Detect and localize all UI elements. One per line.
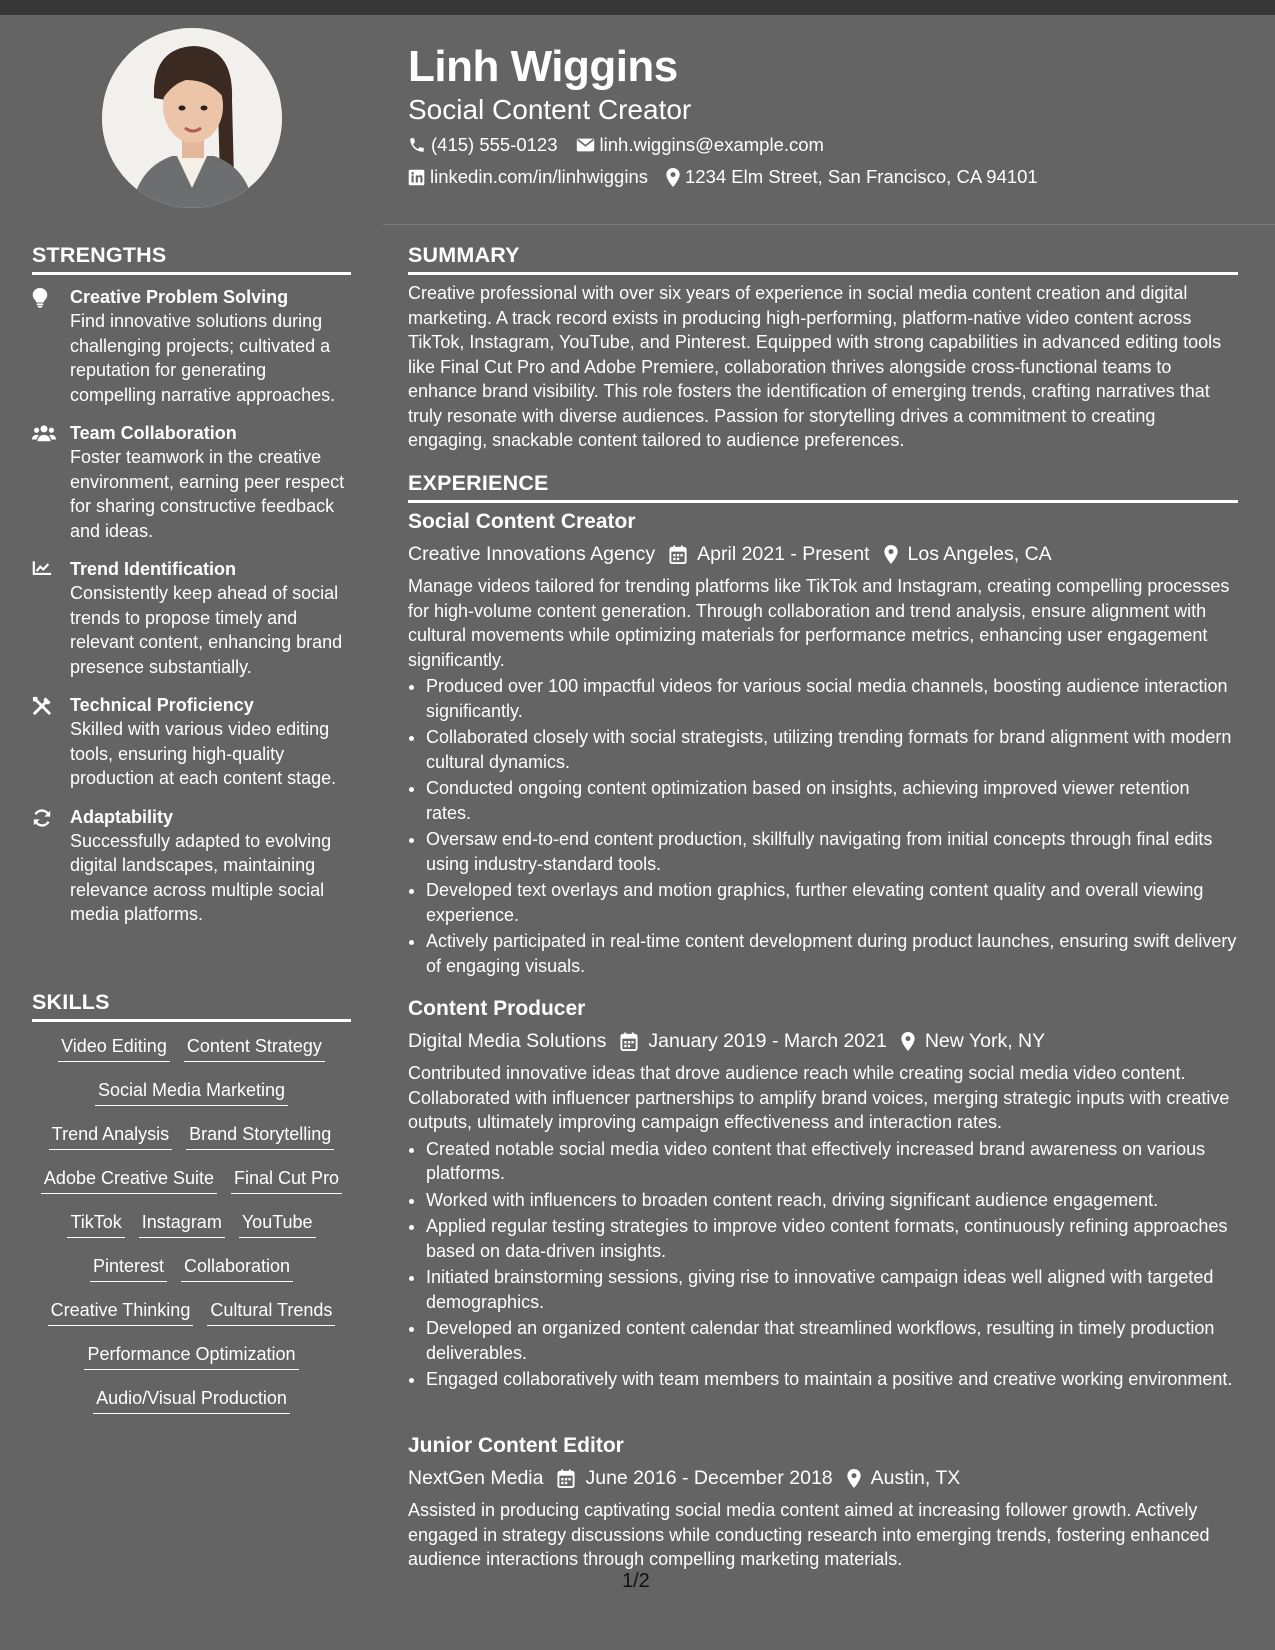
bullet-item: • Produced over 100 impactful videos for various social media channels, boosting audience interaction significantly.	[426, 674, 1238, 723]
map-pin-icon	[901, 1032, 915, 1051]
contact-row-1	[408, 134, 842, 156]
job-location: Los Angeles, CA	[907, 543, 1052, 565]
job-bullets	[408, 1137, 1238, 1392]
skill-row	[32, 1079, 351, 1106]
strengths-list	[32, 285, 351, 941]
refresh-icon	[32, 808, 52, 828]
skill-row	[32, 1123, 351, 1150]
strength-title: Team Collaboration	[70, 423, 237, 443]
strength-title: Adaptability	[70, 806, 174, 827]
chart-line-icon	[32, 560, 52, 577]
bullet-item: • Created notable social media video content that effectively increased brand awareness on various platforms.	[426, 1137, 1238, 1186]
strength-item	[32, 693, 351, 791]
job-meta	[408, 540, 1238, 568]
bullet-item: • Developed text overlays and motion graphics, further elevating content quality and overall viewing experience.	[426, 878, 1238, 927]
strength-item	[32, 557, 351, 679]
bullet-item: • Developed an organized content calendar that streamlined workflows, resulting in timely production deliverables.	[426, 1316, 1238, 1365]
skill-row	[32, 1167, 351, 1194]
skill-row	[32, 1343, 351, 1370]
skill-row	[32, 1299, 351, 1326]
candidate-title: Social Content Creator	[408, 94, 692, 125]
skill-tag: Trend Analysis	[49, 1123, 172, 1150]
job-company: Creative Innovations Agency	[408, 543, 656, 565]
strength-title: Trend Identification	[70, 559, 237, 579]
candidate-name: Linh Wiggins	[408, 42, 678, 91]
job-meta	[408, 1464, 1238, 1492]
tools-icon	[32, 696, 52, 716]
calendar-icon	[620, 1032, 638, 1051]
email-text: linh.wiggins@example.com	[599, 134, 824, 155]
phone-icon	[408, 136, 426, 154]
skill-row	[32, 1035, 351, 1062]
bullet-item: • Worked with influencers to broaden content reach, driving significant audience engagement.	[426, 1188, 1238, 1213]
skill-row	[32, 1211, 351, 1238]
skill-tag: Adobe Creative Suite	[41, 1167, 217, 1194]
bullet-item: • Actively participated in real-time content development during product launches, ensuring swift delivery of engaging visuals.	[426, 929, 1238, 978]
strength-item	[32, 805, 351, 927]
skill-tag: Instagram	[139, 1211, 225, 1238]
bullet-item: • Initiated brainstorming sessions, giving rise to innovative campaign ideas well aligned with targeted demographics.	[426, 1265, 1238, 1314]
skill-tag: Audio/Visual Production	[93, 1387, 290, 1414]
job-entry	[408, 508, 1238, 980]
skill-tag: Collaboration	[181, 1255, 293, 1282]
strength-item	[32, 285, 351, 407]
top-bar	[0, 0, 1275, 15]
strength-desc: Find innovative solutions during challenging projects; cultivated a reputation for generating compelling narrative approaches.	[70, 311, 336, 405]
job-dates: January 2019 - March 2021	[648, 1030, 887, 1052]
job-dates: April 2021 - Present	[697, 543, 870, 565]
skill-tag: Social Media Marketing	[95, 1079, 288, 1106]
contact-row-2	[408, 166, 1056, 188]
experience-heading: EXPERIENCE	[408, 471, 1238, 503]
strength-desc: Foster teamwork in the creative environment, earning peer respect for sharing constructive feedback and ideas.	[70, 447, 345, 541]
strength-desc: Successfully adapted to evolving digital landscapes, maintaining relevance across multiple social media platforms.	[70, 830, 332, 924]
job-dates: June 2016 - December 2018	[585, 1467, 833, 1489]
page-number: 1/2	[622, 1570, 650, 1592]
strength-desc: Consistently keep ahead of social trends to propose timely and relevant content, enhancing brand presence substantially.	[70, 583, 343, 677]
skill-tag: Creative Thinking	[48, 1299, 194, 1326]
job-bullets	[408, 674, 1238, 978]
strength-title: Creative Problem Solving	[70, 287, 289, 307]
job-title: Social Content Creator	[408, 510, 636, 533]
job-entry	[408, 1432, 1238, 1572]
job-location: Austin, TX	[870, 1467, 961, 1489]
bullet-item: • Conducted ongoing content optimization based on insights, achieving improved viewer retention rates.	[426, 776, 1238, 825]
job-meta	[408, 1027, 1238, 1055]
strength-desc: Skilled with various video editing tools, ensuring high-quality production at each content stage.	[70, 719, 337, 788]
skill-row	[32, 1255, 351, 1282]
strength-item	[32, 421, 351, 543]
strengths-heading: STRENGTHS	[32, 243, 351, 275]
job-location: New York, NY	[924, 1030, 1046, 1052]
job-title: Content Producer	[408, 997, 586, 1020]
bullet-item: • Collaborated closely with social strategists, utilizing trending formats for brand alignment with modern cultural dynamics.	[426, 725, 1238, 774]
job-entry	[408, 995, 1238, 1394]
map-pin-icon	[666, 168, 680, 187]
address-text: 1234 Elm Street, San Francisco, CA 94101	[685, 166, 1038, 187]
linkedin-text: linkedin.com/in/linhwiggins	[430, 166, 648, 187]
skill-tag: Performance Optimization	[84, 1343, 298, 1370]
job-title: Junior Content Editor	[408, 1434, 624, 1457]
linkedin-icon	[408, 169, 425, 186]
email-contact[interactable]	[576, 134, 824, 156]
skill-row	[32, 1387, 351, 1414]
profile-photo	[102, 28, 282, 208]
skill-tag: Brand Storytelling	[186, 1123, 334, 1150]
phone-text: (415) 555-0123	[431, 134, 558, 155]
calendar-icon	[669, 545, 687, 564]
job-description: Manage videos tailored for trending platforms like TikTok and Instagram, creating compelling processes for high-volume content generation. Through collaboration and trend analysis, ensure alignment with cultural movements while optimizing materials for performance metrics, enhancing user engagement significantly.	[408, 576, 1230, 670]
skill-tag: Content Strategy	[184, 1035, 325, 1062]
skill-tag: Pinterest	[90, 1255, 167, 1282]
map-pin-icon	[884, 545, 898, 564]
skills-heading: SKILLS	[32, 990, 351, 1022]
job-description: Assisted in producing captivating social media content aimed at increasing follower growth. Actively engaged in strategy discussions while conducting research into emerging trends, fostering enhanced audience interactions through compelling marketing materials.	[408, 1500, 1210, 1569]
lightbulb-icon	[32, 288, 48, 308]
skill-tag: Video Editing	[58, 1035, 170, 1062]
bullet-item: • Engaged collaboratively with team members to maintain a positive and creative working environment.	[426, 1367, 1238, 1392]
linkedin-contact[interactable]	[408, 166, 648, 188]
skill-tag: TikTok	[67, 1211, 124, 1238]
job-company: NextGen Media	[408, 1467, 544, 1489]
envelope-icon	[576, 137, 595, 153]
summary-text: Creative professional with over six years of experience in social media content creation and digital marketing. A track record exists in producing high-performing, platform-native video content across TikTok, Instagram, YouTube, and Pinterest. Equipped with strong capabilities in advanced editing tools like Final Cut Pro and Adobe Premiere, collaboration thrives alongside cross-functional teams to enhance brand visibility. This role fosters the identification of emerging trends, crafting narratives that truly resonate with diverse audiences. Passion for storytelling drives a commitment to creating engaging, snackable content tailored to audience preferences.	[408, 283, 1222, 450]
users-icon	[32, 424, 56, 442]
strength-title: Technical Proficiency	[70, 695, 254, 715]
skills-list	[32, 1035, 351, 1431]
phone-contact[interactable]	[408, 134, 558, 156]
bullet-item: • Applied regular testing strategies to improve video content formats, continuously refining approaches based on data-driven insights.	[426, 1214, 1238, 1263]
map-pin-icon	[847, 1469, 861, 1488]
calendar-icon	[557, 1469, 575, 1488]
summary-heading: SUMMARY	[408, 243, 1238, 275]
job-description: Contributed innovative ideas that drove audience reach while creating social media video content. Collaborated with influencer partnerships to amplify brand voices, merging strategic inputs with creative outputs, ultimately improving campaign effectiveness and interaction rates.	[408, 1063, 1230, 1132]
header-divider	[383, 224, 1275, 225]
address-contact	[666, 166, 1038, 188]
job-company: Digital Media Solutions	[408, 1030, 607, 1052]
bullet-item: • Oversaw end-to-end content production, skillfully navigating from initial concepts through final edits using industry-standard tools.	[426, 827, 1238, 876]
skill-tag: YouTube	[239, 1211, 316, 1238]
skill-tag: Final Cut Pro	[231, 1167, 342, 1194]
skill-tag: Cultural Trends	[207, 1299, 335, 1326]
